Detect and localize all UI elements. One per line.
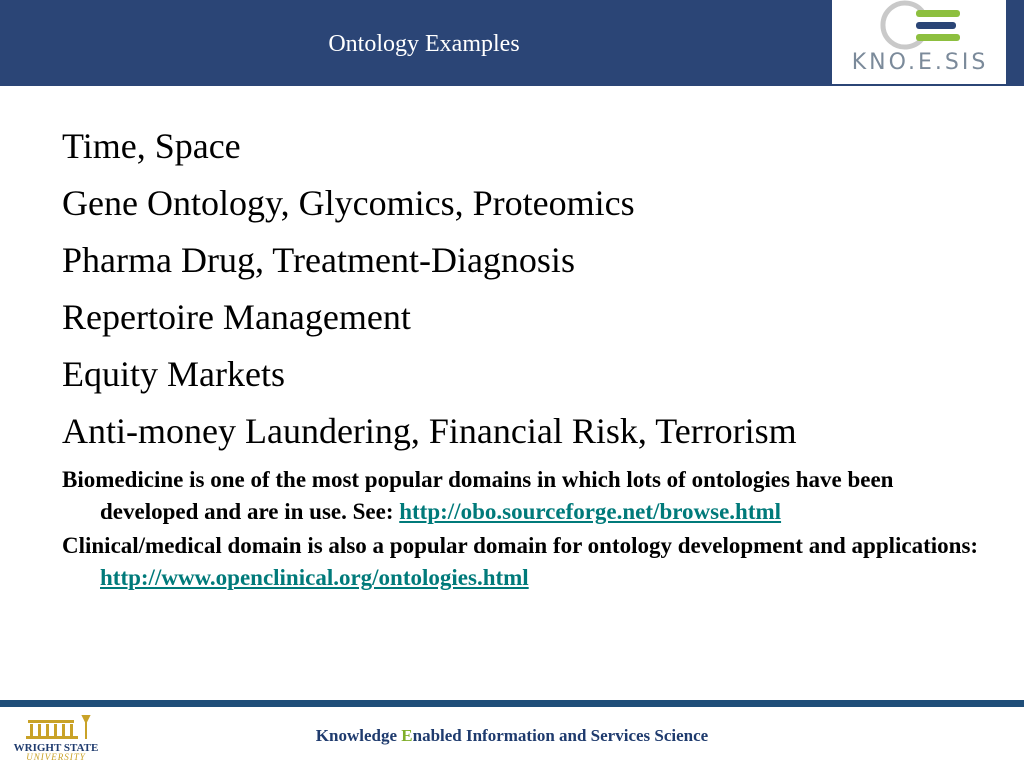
- openclinical-link[interactable]: http://www.openclinical.org/ontologies.html: [100, 565, 529, 590]
- list-item: Equity Markets: [62, 354, 285, 394]
- note-clinical: [62, 530, 980, 594]
- knoesis-logo: [832, 0, 1006, 84]
- logo-text: KNO.E.SIS: [851, 50, 989, 75]
- list-item: Anti-money Laundering, Financial Risk, Terrorism: [62, 411, 797, 451]
- note-text: Biomedicine is one of the most popular domains in which lots of ontologies have been developed and are in use. See:: [62, 467, 894, 524]
- list-item: Repertoire Management: [62, 297, 411, 337]
- university-name-line2: UNIVERSITY: [26, 752, 86, 762]
- footer-text-start: Knowledge: [315, 726, 402, 745]
- page-title: Ontology Examples: [328, 31, 520, 57]
- main-item-list: [62, 118, 982, 460]
- header-bar: [0, 0, 1024, 86]
- footer-tagline: [0, 726, 1024, 746]
- obo-link[interactable]: http://obo.sourceforge.net/browse.html: [399, 499, 782, 524]
- note-biomedicine: [62, 464, 980, 528]
- list-item: Time, Space: [62, 126, 241, 166]
- note-list: [62, 464, 982, 594]
- footer-divider: [0, 700, 1024, 707]
- list-item: Gene Ontology, Glycomics, Proteomics: [62, 183, 635, 223]
- footer-accent-letter: E: [401, 726, 413, 745]
- note-text: Clinical/medical domain is also a popular domain for ontology development and applications:: [62, 533, 979, 558]
- list-item: Pharma Drug, Treatment-Diagnosis: [62, 240, 575, 280]
- university-name-line1: WRIGHT STATE: [13, 742, 99, 754]
- slide-content: [62, 118, 982, 596]
- footer-text-end: nabled Information and Services Science: [412, 726, 709, 745]
